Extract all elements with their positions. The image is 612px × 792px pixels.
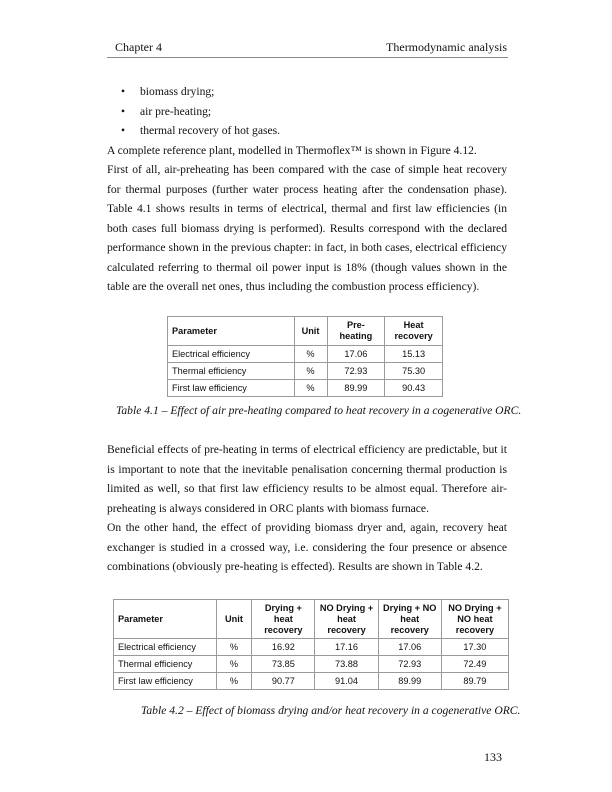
table-header-row <box>168 317 443 346</box>
bullet-item: • biomass drying; <box>107 82 507 102</box>
bullet-icon: • <box>121 124 126 137</box>
table-row: First law efficiency % 90.77 91.04 89.99 89.79 <box>114 673 509 690</box>
column-header: Parameter <box>168 317 295 346</box>
body-text <box>107 82 507 297</box>
paragraph-3: Beneficial effects of pre-heating in terms of electrical efficiency are predictable, but it is important to note that the inevitable penalisation concerning thermal production is limited as well, so that first law efficiency results to be almost equal. Therefore air-preheating is always considered in ORC plants with biomass furnace. <box>107 443 507 515</box>
page-number: 133 <box>484 750 502 764</box>
running-header <box>107 36 507 56</box>
section-title: Thermodynamic analysis <box>386 40 507 54</box>
table-header-row <box>114 600 509 639</box>
bullet-icon: • <box>121 104 126 118</box>
table-row: Electrical efficiency % 17.06 15.13 <box>168 346 443 363</box>
table-row: Thermal efficiency % 72.93 75.30 <box>168 363 443 380</box>
paragraph-2: First of all, air-preheating has been compared with the case of simple heat recovery for thermal purposes (further water process heating after the condensation phase). Table 4.1 shows results in terms of electrical, thermal and first law efficiencies (in both cases full biomass drying is performed). Results correspond with the declared performance shown in the previous chapter: in fact, in both cases, electrical efficiency calculated referring to thermal oil power input is 18% (though values shown in the table are the overall net ones, thus including the combustion process efficiency). <box>107 163 507 293</box>
column-header: Heat recovery <box>385 317 443 346</box>
chapter-label: Chapter 4 <box>115 40 162 54</box>
header-divider <box>107 57 508 58</box>
column-header: Parameter <box>114 600 217 639</box>
table-row: Electrical efficiency % 16.92 17.16 17.06 17.30 <box>114 639 509 656</box>
paragraph-4: On the other hand, the effect of providing biomass dryer and, again, recovery heat exchanger is studied in a crossed way, i.e. considering the four presence or absence combinations (obviously pre-heating is effected). Results are shown in Table 4.2. <box>107 521 507 573</box>
bullet-item: • air pre-heating; <box>107 102 507 122</box>
table-4-2-caption: Table 4.2 – Effect of biomass drying and/or heat recovery in a cogenerative ORC. <box>141 704 521 717</box>
column-header: Drying + NO heat recovery <box>378 600 441 639</box>
column-header: NO Drying + NO heat recovery <box>441 600 508 639</box>
body-text-2 <box>107 440 507 577</box>
bullet-icon: • <box>121 85 126 98</box>
column-header: NO Drying + heat recovery <box>315 600 378 639</box>
bullet-list <box>107 82 507 141</box>
table-4-1-caption: Table 4.1 – Effect of air pre-heating compared to heat recovery in a cogenerative ORC. <box>116 404 522 417</box>
column-header: Unit <box>294 317 327 346</box>
table-4-2 <box>113 599 509 690</box>
paragraph-1: A complete reference plant, modelled in Thermoflex™ is shown in Figure 4.12. <box>107 143 477 157</box>
table-4-1 <box>167 316 443 397</box>
column-header: Unit <box>216 600 252 639</box>
table-row: First law efficiency % 89.99 90.43 <box>168 380 443 397</box>
bullet-item: • thermal recovery of hot gases. <box>107 121 507 141</box>
column-header: Pre-heating <box>327 317 385 346</box>
column-header: Drying + heat recovery <box>252 600 315 639</box>
table-row: Thermal efficiency % 73.85 73.88 72.93 72.49 <box>114 656 509 673</box>
